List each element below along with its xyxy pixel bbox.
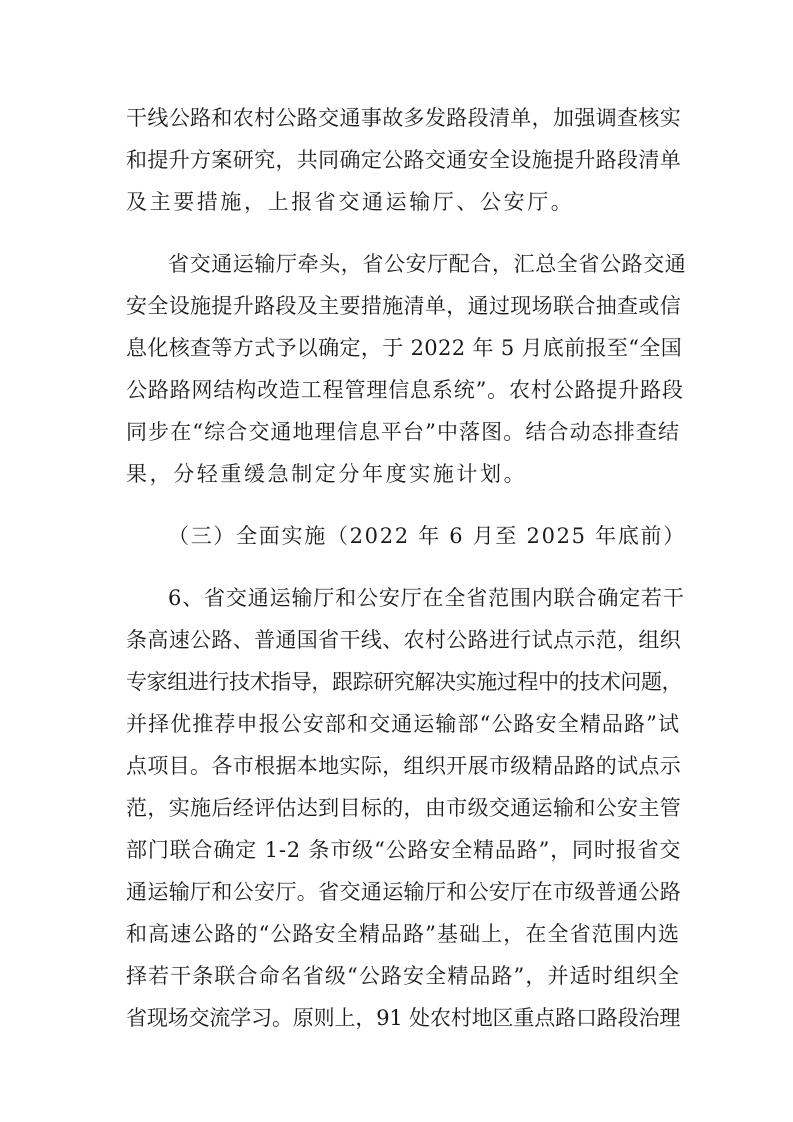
- paragraph-4-line-4: 并择优推荐申报公安部和交通运输部“公路安全精品路”试: [126, 712, 681, 736]
- paragraph-4-line-2: 条高速公路、普通国省干线、农村公路进行试点示范，组织: [126, 628, 682, 652]
- paragraph-4-line-6: 范，实施后经评估达到目标的，由市级交通运输和公安主管: [126, 796, 682, 820]
- paragraph-2-line-2: 安全设施提升路段及主要措施清单，通过现场联合抽查或信: [126, 294, 682, 318]
- paragraph-4-line-11: 省现场交流学习。原则上，91 处农村地区重点路口路段治理: [126, 1006, 681, 1030]
- paragraph-4-line-10: 择若干条联合命名省级“公路安全精品路”，并适时组织全: [126, 964, 681, 988]
- paragraph-4-line-3: 专家组进行技术指导，跟踪研究解决实施过程中的技术问题，: [126, 670, 683, 694]
- paragraph-4-line-1: 6、省交通运输厅和公安厅在全省范围内联合确定若干: [168, 586, 685, 610]
- paragraph-2-line-6: 果，分轻重缓急制定分年度实施计划。: [126, 462, 528, 486]
- paragraph-2-line-3: 息化核查等方式予以确定，于 2022 年 5 月底前报至“全国: [126, 336, 683, 360]
- paragraph-4-line-8: 通运输厅和公安厅。省交通运输厅和公安厅在市级普通公路: [126, 880, 682, 904]
- paragraph-2-line-5: 同步在“综合交通地理信息平台”中落图。结合动态排查结: [126, 420, 681, 444]
- paragraph-4-line-7: 部门联合确定 1-2 条市级“公路安全精品路”，同时报省交: [126, 838, 682, 862]
- paragraph-4-line-5: 点项目。各市根据本地实际，组织开展市级精品路的试点示: [126, 754, 682, 778]
- paragraph-2-line-4: 公路路网结构改造工程管理信息系统”。农村公路提升路段: [126, 378, 684, 402]
- paragraph-1-line-3: 及主要措施，上报省交通运输厅、公安厅。: [126, 190, 575, 214]
- paragraph-1-line-1: 干线公路和农村公路交通事故多发路段清单，加强调查核实: [126, 106, 682, 130]
- paragraph-4-line-9: 和高速公路的“公路安全精品路”基础上，在全省范围内选: [126, 922, 681, 946]
- section-heading: （三）全面实施（2022 年 6 月至 2025 年底前）: [168, 524, 686, 548]
- paragraph-1-line-2: 和提升方案研究，共同确定公路交通安全设施提升路段清单: [126, 148, 682, 172]
- paragraph-2-line-1: 省交通运输厅牵头，省公安厅配合，汇总全省公路交通: [168, 252, 687, 276]
